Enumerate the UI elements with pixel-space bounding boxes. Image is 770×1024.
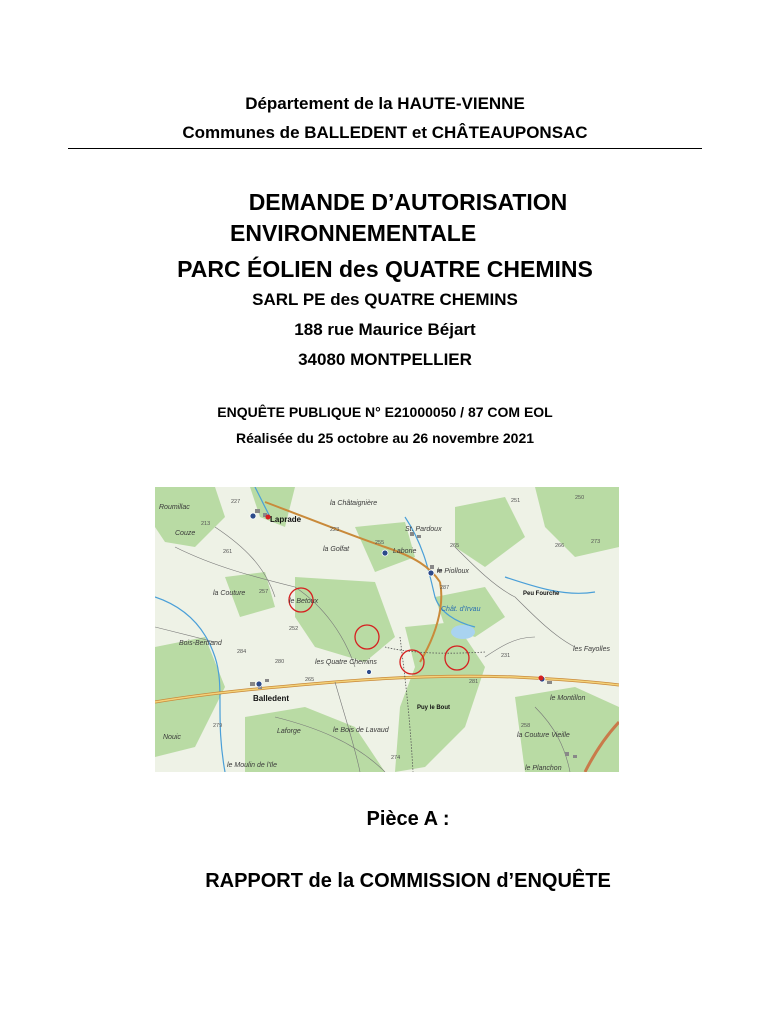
svg-text:213: 213 xyxy=(201,521,211,527)
title-line-3: PARC ÉOLIEN des QUATRE CHEMINS xyxy=(177,256,593,282)
company-name: SARL PE des QUATRE CHEMINS xyxy=(252,290,518,309)
map-label: le Betoux xyxy=(289,598,319,605)
svg-text:261: 261 xyxy=(223,549,233,555)
company-city: 34080 MONTPELLIER xyxy=(298,350,472,369)
svg-text:279: 279 xyxy=(213,723,223,729)
map-label: la Couture Vieille xyxy=(517,732,570,739)
svg-text:265: 265 xyxy=(450,543,460,549)
map-label: la Couture xyxy=(213,590,246,597)
svg-text:227: 227 xyxy=(231,499,241,505)
map-label: Nouic xyxy=(163,734,181,741)
svg-text:258: 258 xyxy=(521,723,531,729)
map-label: la Golfat xyxy=(323,546,350,553)
title-line-2: ENVIRONNEMENTALE xyxy=(230,220,477,246)
svg-text:231: 231 xyxy=(501,653,511,659)
department-line: Département de la HAUTE-VIENNE xyxy=(245,94,525,113)
map-label: Couze xyxy=(175,530,196,537)
map-label: Bois-Bertrand xyxy=(179,640,222,647)
svg-text:252: 252 xyxy=(289,626,299,632)
map-label: Laforge xyxy=(277,728,301,735)
svg-text:265: 265 xyxy=(305,677,315,683)
map-label: le Bois de Lavaud xyxy=(333,727,389,734)
map-label: le Moulin de l'Ile xyxy=(227,762,277,769)
svg-text:266: 266 xyxy=(555,543,565,549)
svg-text:284: 284 xyxy=(237,649,247,655)
enquiry-reference: ENQUÊTE PUBLIQUE N° E21000050 / 87 COM EOL xyxy=(217,404,553,420)
map-label: le Piolloux xyxy=(437,568,469,575)
map-label: les Quatre Chemins xyxy=(315,659,377,666)
site-map xyxy=(155,487,619,772)
report-title: RAPPORT de la COMMISSION d’ENQUÊTE xyxy=(205,870,611,892)
map-label: Chât. d'Irvau xyxy=(441,606,481,613)
map-label: Peu Fourche xyxy=(523,591,560,597)
map-label: les Fayolles xyxy=(573,646,610,653)
svg-text:273: 273 xyxy=(591,539,601,545)
piece-label: Pièce A : xyxy=(366,808,450,830)
map-label: le Montillon xyxy=(550,695,586,702)
title-line-1: DEMANDE D’AUTORISATION xyxy=(248,189,568,215)
map-label: le Planchon xyxy=(525,765,562,772)
svg-text:287: 287 xyxy=(440,585,450,591)
svg-text:274: 274 xyxy=(391,755,401,761)
svg-text:255: 255 xyxy=(375,540,385,546)
svg-text:280: 280 xyxy=(275,659,285,665)
company-street: 188 rue Maurice Béjart xyxy=(294,320,476,339)
svg-text:281: 281 xyxy=(469,679,479,685)
communes-line: Communes de BALLEDENT et CHÂTEAUPONSAC xyxy=(182,123,588,142)
svg-text:257: 257 xyxy=(259,589,269,595)
map-label: Balledent xyxy=(253,694,290,703)
map-label: Laborie xyxy=(393,548,417,555)
svg-text:251: 251 xyxy=(511,498,521,504)
map-label: la Châtaignière xyxy=(330,500,378,507)
map-label: St. Pardoux xyxy=(405,526,442,533)
header-divider xyxy=(68,148,702,149)
map-label: Puy le Bout xyxy=(417,705,451,711)
enquiry-dates: Réalisée du 25 octobre au 26 novembre 2021 xyxy=(235,430,535,446)
map-label: Laprade xyxy=(270,515,302,524)
svg-text:250: 250 xyxy=(575,495,585,501)
map-label: Roumillac xyxy=(159,504,190,511)
svg-text:223: 223 xyxy=(330,527,340,533)
